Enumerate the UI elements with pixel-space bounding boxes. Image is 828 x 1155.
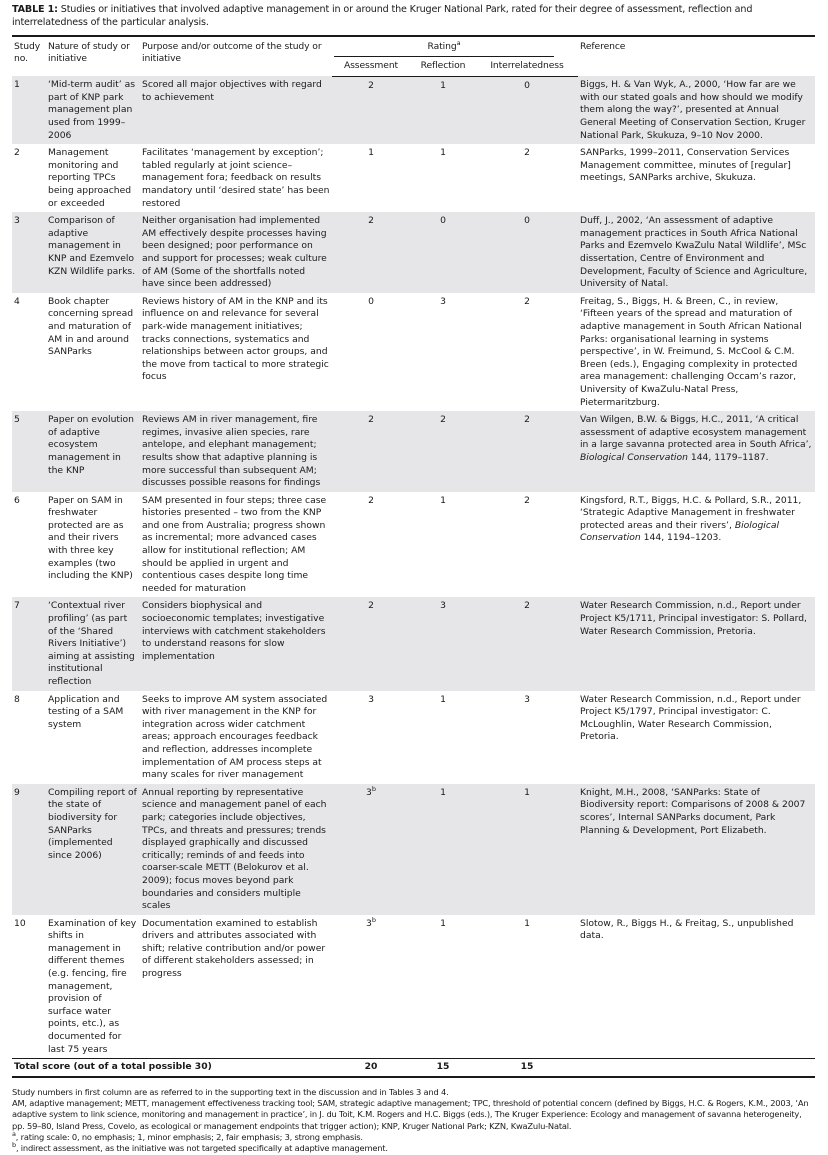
table-row <box>12 915 815 1059</box>
footnote-b-mark: b <box>12 1141 16 1150</box>
cell-study-no: 8 <box>14 693 20 705</box>
cell-reference <box>578 144 815 212</box>
cell-study-no: 7 <box>12 597 46 690</box>
total-reference-empty <box>578 1059 815 1077</box>
note-footnote-a <box>12 1132 816 1143</box>
reference-text: Biggs, H. & Van Wyk, A., 2000, ‘How far are we with our stated goals and how should we modify them along the way?’, presented at Annual General Meeting of Conservation Section, Kruger National Park, Skukuza, 9–10 Nov 2000. <box>580 79 806 141</box>
cell-interrelatedness: 2 <box>524 295 530 307</box>
cell-interrelatedness: 1 <box>524 917 530 929</box>
total-assessment: 20 <box>332 1059 410 1077</box>
table-row <box>12 492 815 598</box>
assessment-value: 3 <box>368 693 374 705</box>
note-abbreviations: AM, adaptive management; METT, management effectiveness tracking tool; SAM, strategic adaptive management; TPC, threshold of potential concern (defined by Biggs, H.C. & Rogers, K.M., 2003, ‘An adaptive system to link science, monitoring and management in practice’, in J. du Toit, K.M. Rogers and H.C. Biggs (eds.), The Kruger Experience: Ecology and management of savanna heterogeneity, pp. 59–80, Island Press, Covelo, as ecological or management endpoints that trigger action); KNP, Kruger National Park; KZN, KwaZulu-Natal. <box>12 1098 809 1131</box>
cell-assessment <box>332 76 410 144</box>
cell-interrelatedness: 2 <box>476 597 578 690</box>
cell-assessment <box>332 492 410 598</box>
assessment-value: 3 <box>366 786 372 798</box>
cell-nature: ‘Mid-term audit’ as part of KNP park management plan used from 1999–2006 <box>46 76 140 144</box>
cell-interrelatedness: 2 <box>476 411 578 492</box>
header-rating <box>332 36 578 60</box>
table-row <box>12 76 815 144</box>
cell-nature: Examination of key shifts in management in different themes (e.g. fencing, fire management, provision of surface water points, etc.), as documented for last 75 years <box>48 917 137 1055</box>
cell-study-no: 1 <box>12 76 46 144</box>
cell-purpose: Seeks to improve AM system associated with river management in the KNP for integration across wider catchment areas; approach encourages feedback and reflection, addresses incomplete implementation of AM process steps at many scales for river management <box>142 693 328 781</box>
cell-nature: ‘Contextual river profiling’ (as part of the ‘Shared Rivers Initiative’) aiming at assisting institutional reflection <box>46 597 140 690</box>
table-row <box>12 597 815 690</box>
cell-purpose: SAM presented in four steps; three case histories presented – two from the KNP and one from Australia; progress shown as incremental; more advanced cases allow for institutional reflection; AM should be applied in urgent and contentious cases despite long time needed for maturation <box>142 494 327 594</box>
cell-assessment <box>332 144 410 212</box>
cell-reflection: 1 <box>440 147 446 159</box>
cell-reference <box>578 76 815 144</box>
cell-reflection: 1 <box>440 494 446 506</box>
cell-interrelatedness: 2 <box>524 147 530 159</box>
cell-reflection: 3 <box>440 295 446 307</box>
table-row <box>12 691 815 784</box>
reference-text: Knight, M.H., 2008, ‘SANParks: State of Biodiversity report: Comparisons of 2008 & 2007 scores’, Internal SANParks document, Park Planning & Development, Port Elizabeth. <box>580 786 806 836</box>
assessment-footnote: b <box>371 915 376 924</box>
cell-interrelatedness: 3 <box>524 693 530 705</box>
cell-assessment <box>332 597 410 690</box>
total-interrelatedness: 15 <box>476 1059 578 1077</box>
cell-assessment <box>332 411 410 492</box>
header-nature: Nature of study or initiative <box>46 36 140 77</box>
footnote-a-mark: a <box>12 1130 16 1139</box>
reference-volume: 144, 1179–1187. <box>687 451 769 463</box>
cell-study-no: 3 <box>12 212 46 293</box>
cell-nature: Compiling report of the state of biodiversity for SANParks (implemented since 2006) <box>46 784 140 915</box>
header-reference: Reference <box>578 36 815 77</box>
header-row-1 <box>12 36 815 60</box>
table-body <box>12 76 815 1058</box>
note-footnote-b <box>12 1143 816 1154</box>
assessment-value: 1 <box>368 147 374 159</box>
header-purpose: Purpose and/or outcome of the study or initiative <box>140 36 332 77</box>
cell-nature: Management monitoring and reporting TPCs being approached or exceeded <box>48 147 132 209</box>
table-row <box>12 212 815 293</box>
cell-study-no: 10 <box>14 917 26 929</box>
reference-text: SANParks, 1999–2011, Conservation Services Management committee, minutes of [regular] meetings, SANParks archive, Skukuza. <box>580 147 791 184</box>
reference-text: Van Wilgen, B.W. & Biggs, H.C., 2011, ‘A critical assessment of adaptive ecosystem management in a large savanna protected area in South Africa’, <box>580 414 812 451</box>
table-row <box>12 784 815 915</box>
cell-study-no: 9 <box>12 784 46 915</box>
studies-table <box>12 35 815 1078</box>
cell-purpose: Documentation examined to establish drivers and attributes associated with shift; relative contribution and/or power of different stakeholders assessed; in progress <box>142 917 326 980</box>
cell-nature: Paper on evolution of adaptive ecosystem management in the KNP <box>46 411 140 492</box>
reference-journal: Biological Conservation <box>580 451 688 463</box>
cell-reference <box>578 212 815 293</box>
cell-reflection: 1 <box>410 784 476 915</box>
total-row <box>12 1059 815 1077</box>
cell-reflection: 1 <box>440 917 446 929</box>
header-rating-footnote: a <box>456 38 461 47</box>
cell-purpose: Neither organisation had implemented AM effectively despite processes having been designed; poor performance on and support for processes; weak culture of AM (Some of the shortfalls noted have since been addressed) <box>140 212 332 293</box>
cell-purpose: Facilitates ‘management by exception’; tabled regularly at joint science–management fora; feedback on results mandatory until ‘desired state’ has been restored <box>142 147 330 209</box>
cell-nature: Comparison of adaptive management in KNP and Ezemvelo KZN Wildlife parks. <box>46 212 140 293</box>
reference-text: Slotow, R., Biggs H., & Freitag, S., unpublished data. <box>580 917 794 942</box>
cell-assessment <box>332 784 410 915</box>
cell-study-no: 6 <box>14 494 20 506</box>
cell-reference <box>578 293 815 411</box>
cell-assessment <box>332 293 410 411</box>
cell-reflection: 1 <box>440 693 446 705</box>
reference-text: Freitag, S., Biggs, H. & Breen, C., in review, ‘Fifteen years of the spread and maturation of adaptive management in South African National Parks: organisational learning in systems perspective’, in W. Freimund, S. McCool & C.M. Breen (eds.), Engaging complexity in protected area management: challenging Occam’s razor, University of KwaZulu-Natal Press, Pietermaritzburg. <box>580 295 802 408</box>
cell-nature: Application and testing of a SAM system <box>48 693 124 730</box>
header-rating-label: Rating <box>427 40 457 52</box>
note-study-numbers: Study numbers in first column are as referred to in the supporting text in the discussion and in Tables 3 and 4. <box>12 1086 449 1097</box>
table-row <box>12 293 815 411</box>
table-row <box>12 411 815 492</box>
cell-reference <box>578 691 815 784</box>
assessment-value: 2 <box>368 79 374 91</box>
cell-reflection: 2 <box>410 411 476 492</box>
cell-study-no: 4 <box>14 295 20 307</box>
cell-interrelatedness: 0 <box>476 76 578 144</box>
cell-reference <box>578 784 815 915</box>
assessment-footnote: b <box>371 784 376 793</box>
assessment-value: 2 <box>368 494 374 506</box>
cell-study-no: 5 <box>12 411 46 492</box>
cell-purpose: Annual reporting by representative science and management panel of each park; categories include objectives, TPCs, and threats and pressures; trends displayed graphically and discussed critically; reminds of and feeds into coarser-scale METT (Belokurov et al. 2009); focus moves beyond park boundaries and considers multiple scales <box>140 784 332 915</box>
header-interrelatedness: Interrelatedness <box>476 59 578 76</box>
cell-reference <box>578 411 815 492</box>
total-label: Total score (out of a total possible 30) <box>12 1059 332 1077</box>
assessment-value: 2 <box>368 215 374 227</box>
caption-text: Studies or initiatives that involved adaptive management in or around the Kruger National Park, rated for their degree of assessment, reflection and interrelatedness of the particular analysis. <box>12 4 753 28</box>
cell-nature: Book chapter concerning spread and maturation of AM in and around SANParks <box>48 295 134 358</box>
header-study-no: Study no. <box>12 36 46 77</box>
cell-assessment <box>332 212 410 293</box>
assessment-value: 3 <box>366 917 372 929</box>
table-row <box>12 144 815 212</box>
cell-purpose: Reviews history of AM in the KNP and its influence on and relevance for several park-wide management initiatives; tracks connections, systematics and relationships between actor groups, and the move from tactical to more strategic focus <box>142 295 329 383</box>
cell-interrelatedness: 2 <box>524 494 530 506</box>
header-assessment: Assessment <box>332 59 410 76</box>
reference-volume: 144, 1194–1203. <box>640 532 722 544</box>
assessment-value: 0 <box>368 295 374 307</box>
cell-study-no: 2 <box>14 147 20 159</box>
assessment-value: 2 <box>368 600 374 612</box>
cell-interrelatedness: 0 <box>476 212 578 293</box>
footnote-b-text: , indirect assessment, as the initiative was not targeted specifically at adaptive management. <box>15 1143 388 1154</box>
cell-reflection: 1 <box>410 76 476 144</box>
cell-reflection: 0 <box>410 212 476 293</box>
table-caption <box>12 4 816 30</box>
cell-assessment <box>332 691 410 784</box>
assessment-value: 2 <box>368 414 374 426</box>
cell-reference <box>578 915 815 1059</box>
reference-journal: Biological Conservation <box>580 519 780 544</box>
reference-text: Kingsford, R.T., Biggs, H.C. & Pollard, S.R., 2011, ‘Strategic Adaptive Management in freshwater protected areas and their rivers’, <box>580 494 802 531</box>
total-reflection: 15 <box>410 1059 476 1077</box>
cell-interrelatedness: 1 <box>476 784 578 915</box>
cell-purpose: Reviews AM in river management, fire regimes, invasive alien species, rare antelope, and elephant management; results show that adaptive planning is more successful than subsequent AM; discusses possible reasons for findings <box>140 411 332 492</box>
cell-purpose: Considers biophysical and socioeconomic templates; investigative interviews with catchment stakeholders to understand reasons for slow implementation <box>140 597 332 690</box>
reference-text: Duff, J., 2002, ‘An assessment of adaptive management practices in South Africa National Parks and Ezemvelo KwaZulu Natal Wildlife’, MSc dissertation, Centre of Environment and Development, Faculty of Science and Agriculture, University of Natal. <box>580 215 808 290</box>
reference-text: Water Research Commission, n.d., Report under Project K5/1711, Principal investigator: S. Pollard, Water Research Commission, Pretoria. <box>580 600 807 637</box>
caption-label: TABLE 1: <box>12 4 58 15</box>
cell-reference <box>578 492 815 598</box>
footnote-a-text: , rating scale: 0, no emphasis; 1, minor emphasis; 2, fair emphasis; 3, strong emphasis. <box>15 1132 363 1142</box>
reference-text: Water Research Commission, n.d., Report under Project K5/1797, Principal investigator: C. McLoughlin, Water Research Commission, Pretoria. <box>580 693 801 743</box>
cell-purpose: Scored all major objectives with regard to achievement <box>140 76 332 144</box>
cell-assessment <box>332 915 410 1059</box>
cell-reference <box>578 597 815 690</box>
cell-nature: Paper on SAM in freshwater protected are as and their rivers with three key examples (two including the KNP) <box>48 494 133 582</box>
cell-reflection: 3 <box>410 597 476 690</box>
header-reflection: Reflection <box>410 59 476 76</box>
